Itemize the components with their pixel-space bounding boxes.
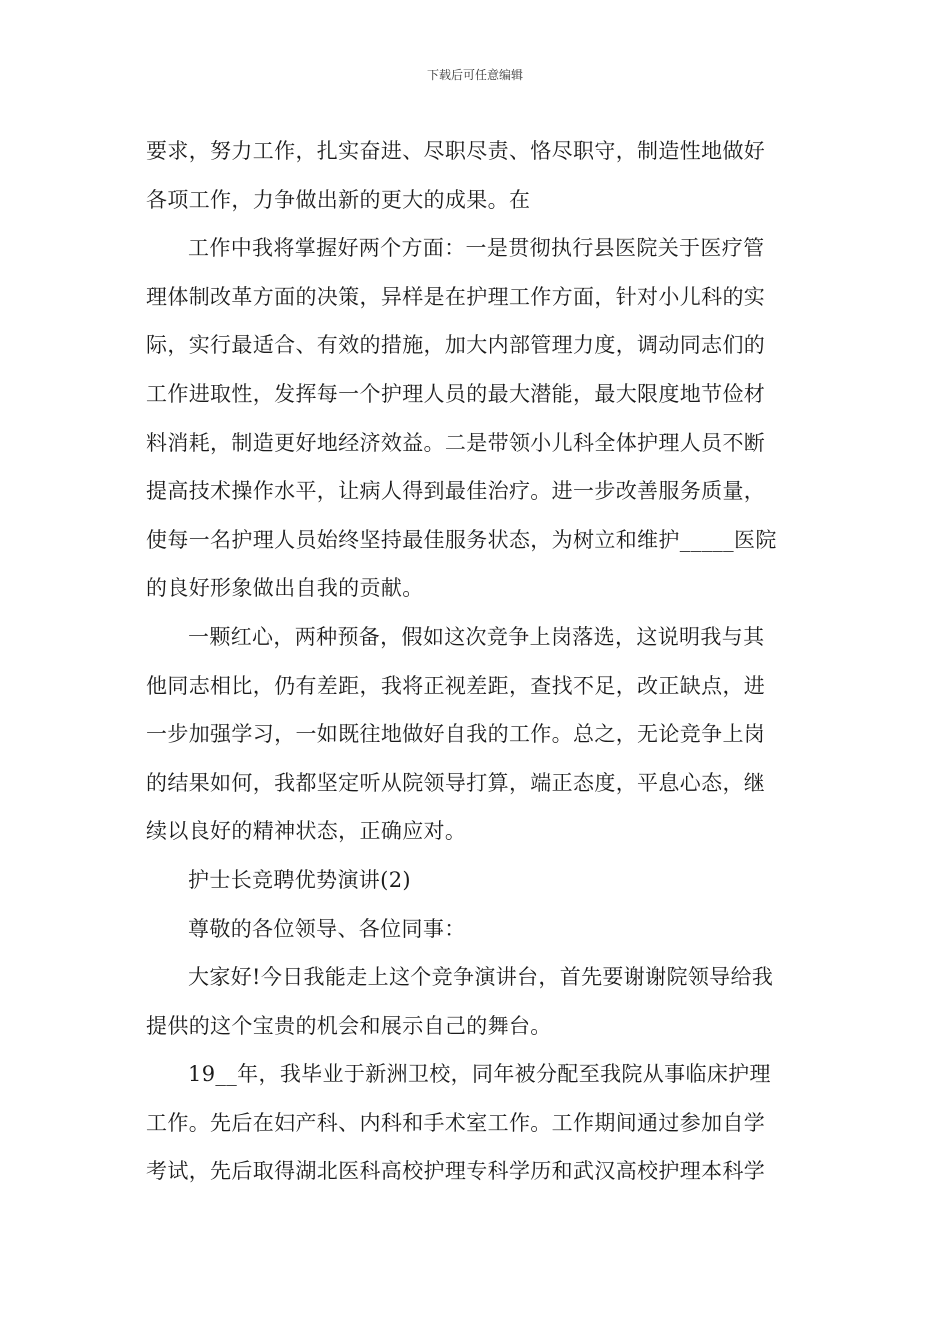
text-line: 工作中我将掌握好两个方面：一是贯彻执行县医院关于医疗管 xyxy=(188,236,765,261)
text-line: 的良好形象做出自我的贡献。 xyxy=(146,576,424,601)
text-line: 一颗红心，两种预备，假如这次竞争上岗落选，这说明我与其 xyxy=(188,624,765,649)
text-line: 19__年，我毕业于新洲卫校，同年被分配至我院从事临床护理 xyxy=(188,1062,771,1087)
text-line: 大家好!今日我能走上这个竞争演讲台，首先要谢谢院领导给我 xyxy=(188,965,774,990)
text-line: 料消耗，制造更好地经济效益。二是带领小儿科全体护理人员不断 xyxy=(146,430,766,455)
text-line: 要求，努力工作，扎实奋进、尽职尽责、恪尽职守，制造性地做好 xyxy=(146,139,766,163)
text-line: 使每一名护理人员始终坚持最佳服务状态，为树立和维护_____医院 xyxy=(146,527,777,552)
page-header: 下载后可任意编辑 xyxy=(426,68,523,82)
text-line: 尊敬的各位领导、各位同事： xyxy=(188,916,466,941)
text-line: 续以良好的精神状态，正确应对。 xyxy=(146,819,467,844)
text-line: 的结果如何，我都坚定听从院领导打算，端正态度，平息心态，继 xyxy=(146,770,766,795)
text-line: 护士长竞聘优势演讲(2) xyxy=(188,867,411,892)
text-line: 提高技术操作水平，让病人得到最佳治疗。进一步改善服务质量， xyxy=(146,479,766,504)
text-line: 际，实行最适合、有效的措施，加大内部管理力度，调动同志们的 xyxy=(146,333,766,358)
text-line: 一步加强学习，一如既往地做好自我的工作。总之，无论竞争上岗 xyxy=(146,722,766,747)
text-line: 工作。先后在妇产科、内科和手术室工作。工作期间通过参加自学 xyxy=(146,1110,766,1135)
document-body xyxy=(146,127,806,1196)
text-line: 提供的这个宝贵的机会和展示自己的舞台。 xyxy=(146,1013,552,1038)
text-line: 他同志相比，仍有差距，我将正视差距，查找不足，改正缺点，进 xyxy=(146,673,766,698)
text-line: 工作进取性，发挥每一个护理人员的最大潜能，最大限度地节俭材 xyxy=(146,381,766,406)
text-line: 考试，先后取得湖北医科高校护理专科学历和武汉高校护理本科学 xyxy=(146,1159,766,1184)
text-line: 理体制改革方面的决策，异样是在护理工作方面，针对小儿科的实 xyxy=(146,284,766,309)
text-line: 各项工作，力争做出新的更大的成果。在 xyxy=(146,187,531,212)
